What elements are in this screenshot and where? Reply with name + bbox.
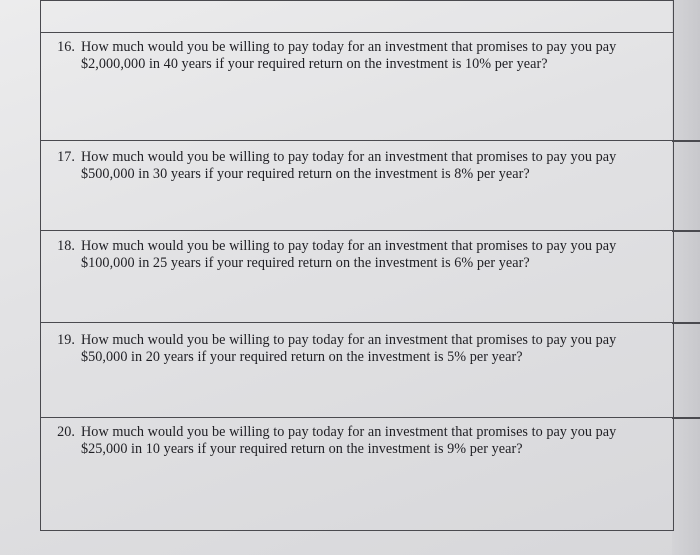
question-number: 19. (57, 332, 75, 348)
edge-rule (672, 140, 700, 142)
question-text: How much would you be willing to pay today for an investment that promises to pay you pay $500,000 in 30 years if your required return on the investment is 8% per year? (81, 149, 617, 182)
question-20 (57, 424, 666, 458)
question-18 (57, 238, 666, 272)
question-text: How much would you be willing to pay today for an investment that promises to pay you pay $100,000 in 25 years if your required return on the investment is 6% per year? (81, 238, 617, 271)
edge-rule (672, 417, 700, 419)
edge-rule (672, 322, 700, 324)
question-number: 18. (57, 238, 75, 254)
question-row-17 (41, 140, 673, 230)
question-number: 17. (57, 149, 75, 165)
question-row-20 (41, 417, 673, 530)
question-17 (57, 149, 666, 183)
table-row-top (41, 0, 673, 36)
question-row-16 (41, 32, 673, 140)
question-number: 16. (57, 39, 75, 55)
question-text: How much would you be willing to pay today for an investment that promises to pay you pay $25,000 in 10 years if your required return on the investment is 9% per year? (81, 424, 617, 457)
question-number: 20. (57, 424, 75, 440)
question-row-18 (41, 230, 673, 322)
question-16 (57, 39, 666, 73)
adjacent-page-edge (672, 0, 700, 555)
question-text: How much would you be willing to pay today for an investment that promises to pay you pay $50,000 in 20 years if your required return on the investment is 5% per year? (81, 332, 617, 365)
question-row-19 (41, 322, 673, 417)
edge-rule (672, 230, 700, 232)
questions-table (40, 0, 674, 531)
question-19 (57, 332, 666, 366)
question-text: How much would you be willing to pay today for an investment that promises to pay you pay $2,000,000 in 40 years if your required return on the investment is 10% per year? (81, 39, 617, 72)
